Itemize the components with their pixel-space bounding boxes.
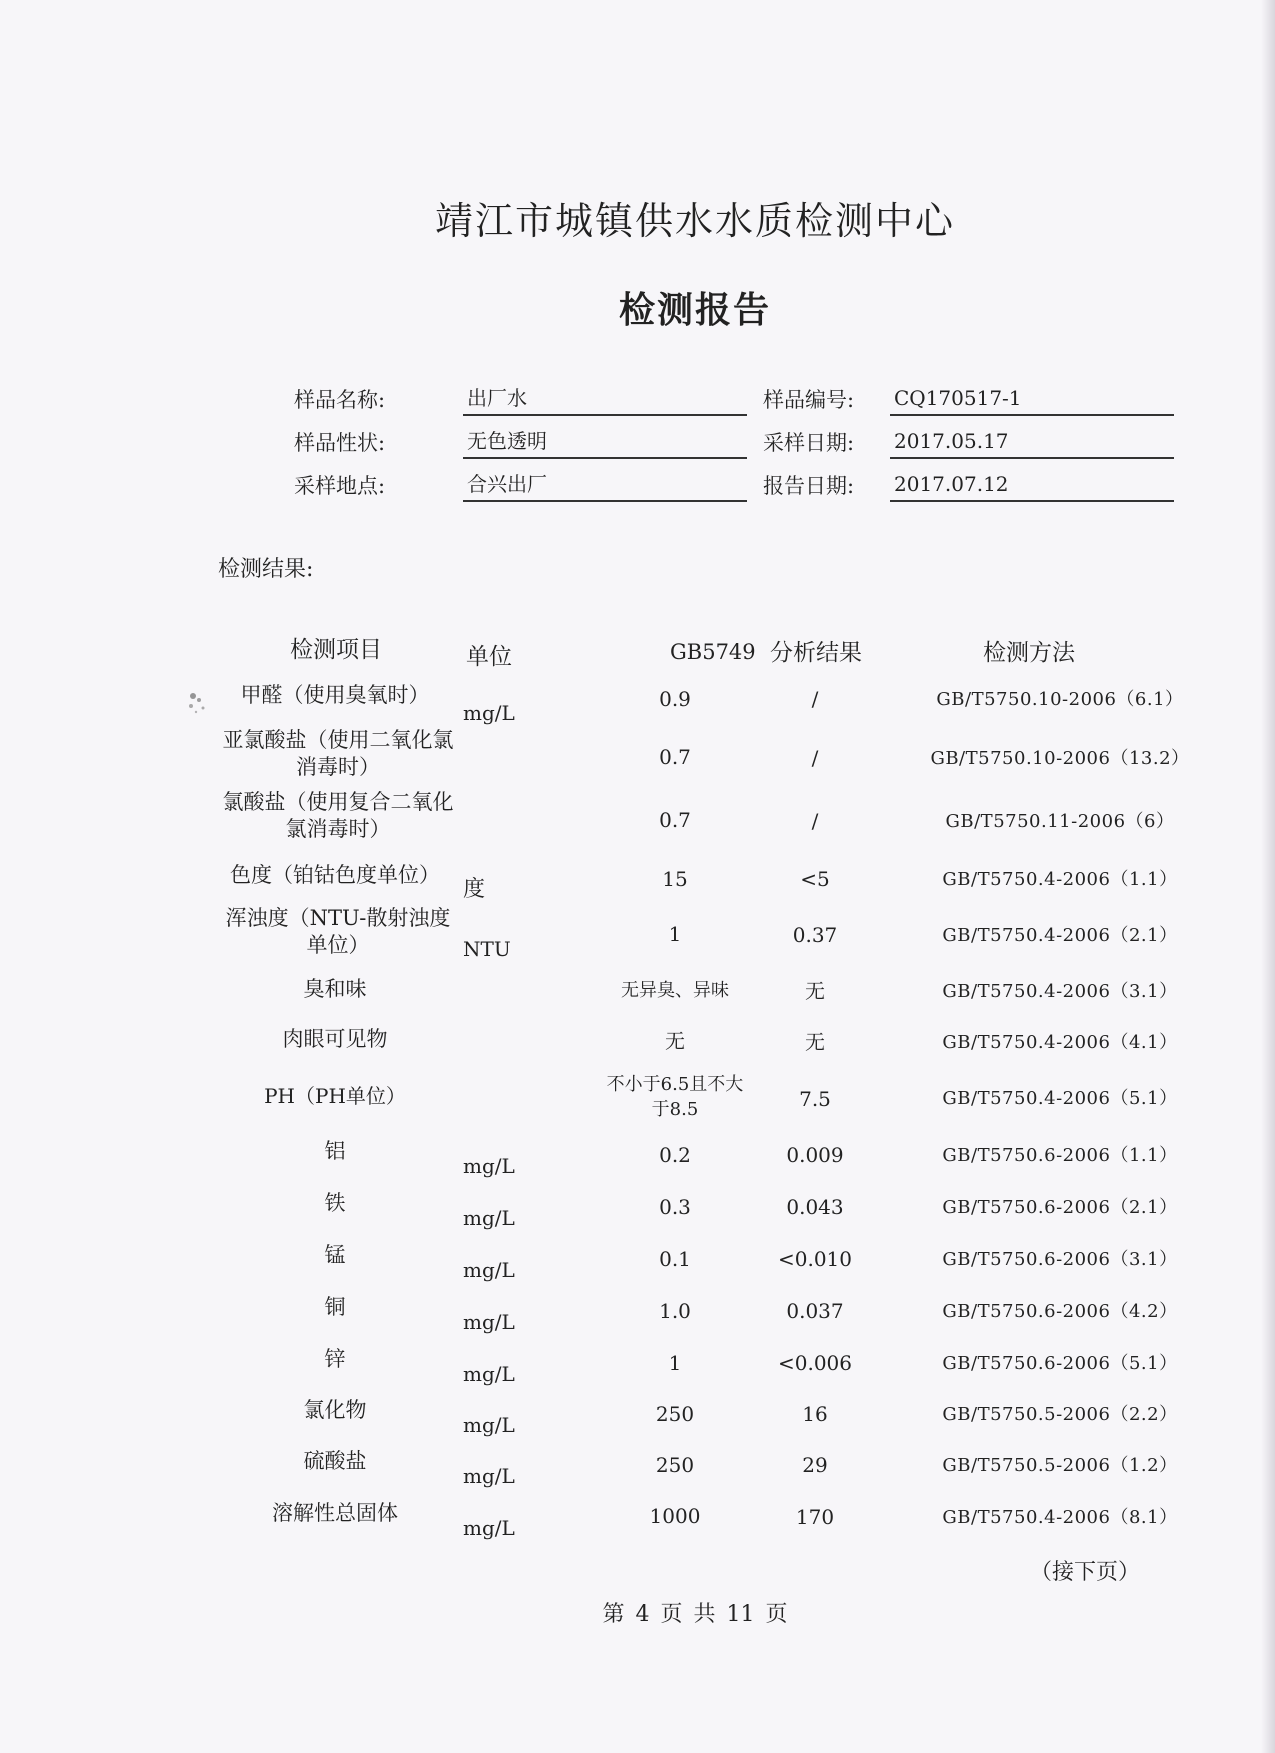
- row-unit: mg/L: [463, 1310, 515, 1334]
- row-method: GB/T5750.4-2006（4.1）: [942, 1032, 1178, 1053]
- row-standard: 不小于6.5且不大于8.5: [606, 1074, 744, 1120]
- row-result: 16: [802, 1402, 828, 1426]
- organization-title: 靖江市城镇供水水质检测中心: [434, 199, 955, 243]
- row-result: 170: [795, 1505, 835, 1529]
- row-unit: NTU: [463, 937, 511, 961]
- sample-appearance-value: 无色透明: [463, 425, 747, 459]
- column-header-standard: GB5749: [670, 640, 756, 664]
- row-item: 铝: [324, 1139, 346, 1163]
- row-method: GB/T5750.4-2006（8.1）: [942, 1507, 1178, 1528]
- row-unit: mg/L: [463, 1413, 515, 1437]
- row-unit: mg/L: [463, 1464, 515, 1488]
- row-method: GB/T5750.5-2006（2.2）: [942, 1404, 1178, 1425]
- row-standard: 0.2: [659, 1143, 691, 1167]
- row-standard: 250: [655, 1453, 695, 1477]
- row-result: 7.5: [799, 1087, 831, 1111]
- row-unit: mg/L: [463, 701, 515, 725]
- sample-number-value: CQ170517-1: [890, 382, 1174, 416]
- column-header-method: 检测方法: [983, 640, 1075, 666]
- row-item: 溶解性总固体: [272, 1501, 398, 1525]
- column-header-item: 检测项目: [290, 637, 382, 663]
- row-item: 肉眼可见物: [282, 1027, 388, 1051]
- row-standard: 1000: [649, 1504, 701, 1528]
- row-standard: 1: [668, 1351, 682, 1375]
- sample-number-label: 样品编号:: [763, 388, 855, 412]
- row-standard: 1: [668, 922, 682, 946]
- row-standard: 0.3: [659, 1195, 691, 1219]
- row-item: 色度（铂钴色度单位）: [230, 863, 440, 887]
- row-result: <5: [800, 867, 830, 891]
- row-result: <0.006: [777, 1351, 852, 1375]
- sampling-date-label: 采样日期:: [763, 431, 855, 455]
- row-standard: 0.7: [659, 745, 691, 769]
- row-method: GB/T5750.10-2006（6.1）: [936, 689, 1184, 710]
- report-date-label: 报告日期:: [763, 474, 855, 498]
- page-indicator: 第 4 页 共 11 页: [602, 1602, 788, 1627]
- row-method: GB/T5750.6-2006（2.1）: [942, 1197, 1178, 1218]
- row-result: 0.043: [786, 1195, 844, 1219]
- row-item: 铁: [324, 1191, 346, 1215]
- row-item: 氯酸盐（使用复合二氧化氯消毒时）: [222, 790, 454, 841]
- row-method: GB/T5750.4-2006（2.1）: [942, 925, 1178, 946]
- row-item: 氯化物: [303, 1398, 367, 1422]
- row-standard: 无: [665, 1029, 685, 1053]
- sample-name-value: 出厂水: [463, 382, 747, 416]
- row-method: GB/T5750.4-2006（3.1）: [942, 981, 1178, 1002]
- sample-name-label: 样品名称:: [294, 388, 386, 412]
- row-unit: mg/L: [463, 1258, 515, 1282]
- row-unit: mg/L: [463, 1362, 515, 1386]
- row-result: 29: [802, 1453, 828, 1477]
- row-item: 锰: [324, 1243, 346, 1267]
- row-method: GB/T5750.6-2006（5.1）: [942, 1353, 1178, 1374]
- row-unit: mg/L: [463, 1206, 515, 1230]
- continue-note: （接下页）: [1029, 1560, 1140, 1585]
- column-header-result: 分析结果: [770, 640, 862, 666]
- row-method: GB/T5750.4-2006（5.1）: [942, 1088, 1178, 1109]
- row-unit: mg/L: [463, 1516, 515, 1540]
- row-result: /: [811, 809, 819, 833]
- row-standard: 250: [655, 1402, 695, 1426]
- row-result: /: [811, 746, 819, 770]
- row-standard: 0.9: [659, 687, 691, 711]
- row-standard: 1.0: [659, 1299, 691, 1323]
- row-method: GB/T5750.10-2006（13.2）: [930, 748, 1190, 769]
- row-item: 亚氯酸盐（使用二氧化氯消毒时）: [222, 728, 454, 779]
- column-header-unit: 单位: [466, 644, 512, 670]
- row-method: GB/T5750.11-2006（6）: [945, 811, 1175, 832]
- results-section-label: 检测结果:: [218, 557, 314, 582]
- row-method: GB/T5750.6-2006（4.2）: [942, 1301, 1178, 1322]
- row-result: 无: [805, 1030, 825, 1054]
- row-method: GB/T5750.5-2006（1.2）: [942, 1455, 1178, 1476]
- row-result: <0.010: [777, 1247, 852, 1271]
- row-method: GB/T5750.6-2006（3.1）: [942, 1249, 1178, 1270]
- row-standard: 15: [662, 867, 688, 891]
- row-item: 硫酸盐: [303, 1449, 367, 1473]
- row-item: PH（PH单位）: [264, 1084, 406, 1108]
- report-date-value: 2017.07.12: [890, 468, 1174, 502]
- row-result: 0.037: [786, 1299, 844, 1323]
- row-result: /: [811, 687, 819, 711]
- row-result: 0.37: [792, 923, 838, 947]
- row-standard: 无异臭、异味: [621, 980, 729, 1001]
- row-result: 0.009: [786, 1143, 844, 1167]
- sampling-date-value: 2017.05.17: [890, 425, 1174, 459]
- row-item: 臭和味: [303, 977, 367, 1001]
- scan-edge-shadow: [1261, 0, 1275, 1753]
- row-item: 锌: [324, 1347, 346, 1371]
- row-unit: mg/L: [463, 1154, 515, 1178]
- sampling-location-value: 合兴出厂: [463, 468, 747, 502]
- row-item: 浑浊度（NTU-散射浊度单位）: [225, 906, 451, 957]
- report-title: 检测报告: [618, 289, 771, 331]
- sample-appearance-label: 样品性状:: [294, 431, 386, 455]
- row-standard: 0.1: [659, 1247, 691, 1271]
- row-item: 铜: [324, 1295, 346, 1319]
- row-item: 甲醛（使用臭氧时）: [240, 683, 430, 707]
- sampling-location-label: 采样地点:: [294, 474, 386, 498]
- row-method: GB/T5750.4-2006（1.1）: [942, 869, 1178, 890]
- row-result: 无: [805, 979, 825, 1003]
- row-method: GB/T5750.6-2006（1.1）: [942, 1145, 1178, 1166]
- row-unit: 度: [463, 877, 486, 902]
- row-standard: 0.7: [659, 808, 691, 832]
